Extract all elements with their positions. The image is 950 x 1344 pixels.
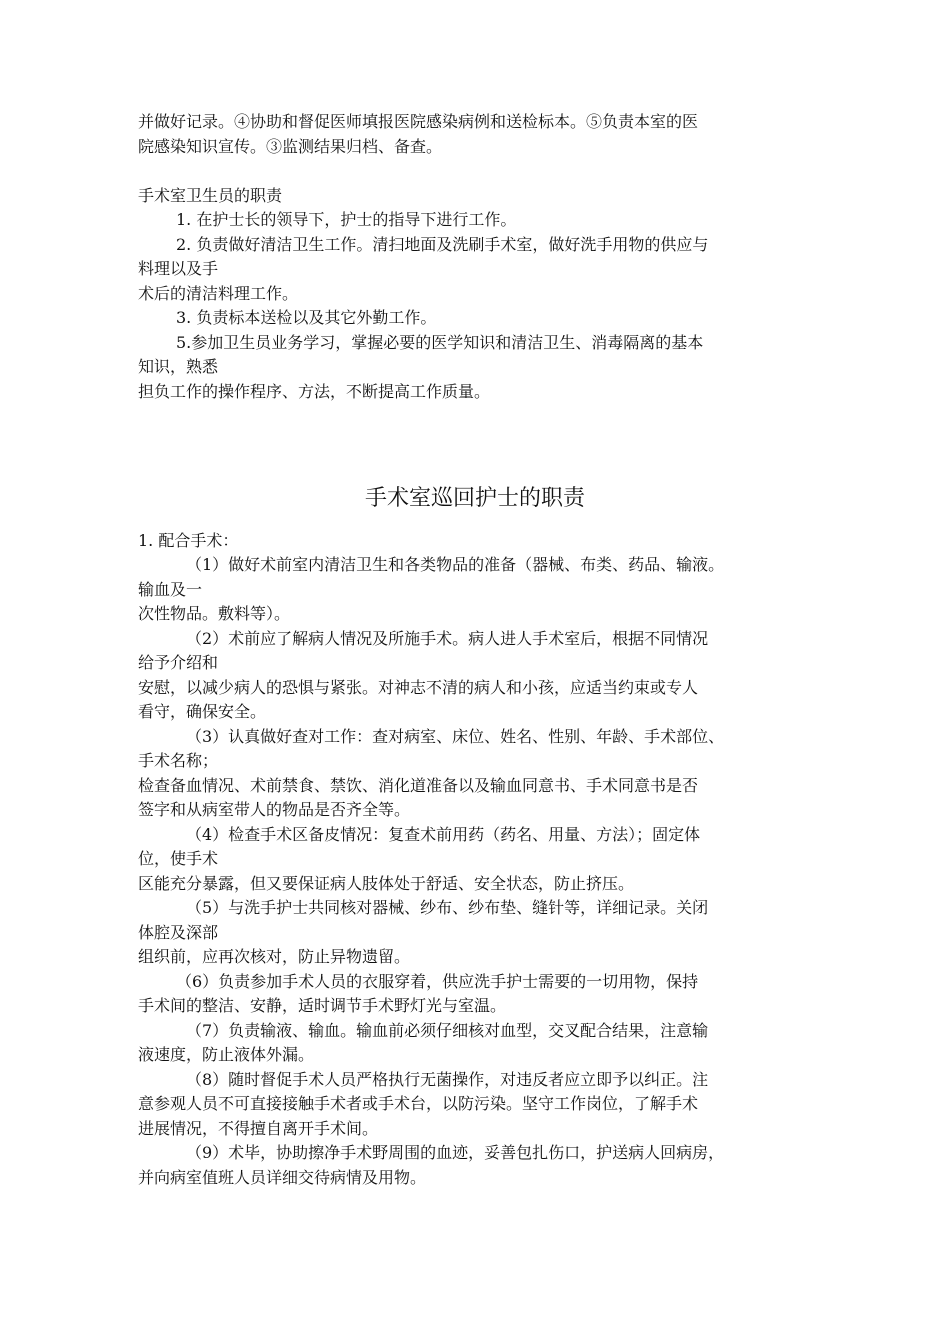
nurse-p1-line-1: （1）做好术前室内清洁卫生和各类物品的准备（器械、布类、药品、输液。 xyxy=(186,555,725,574)
cleaner-item-3: 3. 负责标本送检以及其它外勤工作。 xyxy=(176,308,437,327)
nurse-p3-line-2: 手术名称； xyxy=(138,751,219,770)
cleaner-item-5-line-2: 知识，熟悉 xyxy=(138,357,219,376)
nurse-p3-line-4: 签字和从病室带人的物品是否齐全等。 xyxy=(138,800,411,819)
nurse-p9-line-2: 并向病室值班人员详细交待病情及用物。 xyxy=(138,1168,427,1187)
nurse-p2-line-1: （2）术前应了解病人情况及所施手术。病人进人手术室后，根据不同情况 xyxy=(186,629,709,648)
nurse-p5-line-3: 组织前，应再次核对，防止异物遗留。 xyxy=(138,947,411,966)
nurse-p4-line-1: （4）检查手术区备皮情况：复查术前用药（药名、用量、方法）；固定体 xyxy=(186,825,701,844)
nurse-p7-line-1: （7）负责输液、输血。输血前必须仔细核对血型，交叉配合结果，注意输 xyxy=(186,1021,709,1040)
nurse-p9-line-1: （9）术毕，协助擦净手术野周围的血迹，妥善包扎伤口，护送病人回病房， xyxy=(186,1143,725,1162)
nurse-p7-line-2: 液速度，防止液体外漏。 xyxy=(138,1045,315,1064)
intro-line-1: 并做好记录。④协助和督促医师填报医院感染病例和送检标本。⑤负责本室的医 xyxy=(138,112,699,131)
cleaner-item-2-line-3: 术后的清洁料理工作。 xyxy=(138,284,299,303)
nurse-section-1: 1. 配合手术： xyxy=(138,531,239,550)
nurse-p5-line-1: （5）与洗手护士共同核对器械、纱布、纱布垫、缝针等，详细记录。关闭 xyxy=(186,898,709,917)
nurse-p2-line-2: 给予介绍和 xyxy=(138,653,219,672)
nurse-p2-line-3: 安慰，以减少病人的恐惧与紧张。对神志不清的病人和小孩，应适当约束或专人 xyxy=(138,678,699,697)
cleaner-heading: 手术室卫生员的职责 xyxy=(138,186,283,205)
intro-line-2: 院感染知识宣传。③监测结果归档、备查。 xyxy=(138,137,443,156)
nurse-p8-line-1: （8）随时督促手术人员严格执行无菌操作，对违反者应立即予以纠正。注 xyxy=(186,1070,709,1089)
nurse-p4-line-2: 位，使手术 xyxy=(138,849,219,868)
nurse-p8-line-2: 意参观人员不可直接接触手术者或手术台，以防污染。坚守工作岗位，了解手术 xyxy=(138,1094,699,1113)
nurse-p3-line-1: （3）认真做好查对工作：查对病室、床位、姓名、性别、年龄、手术部位、 xyxy=(186,727,725,746)
cleaner-item-5-line-3: 担负工作的操作程序、方法，不断提高工作质量。 xyxy=(138,382,491,401)
cleaner-item-5-line-1: 5.参加卫生员业务学习，掌握必要的医学知识和清洁卫生、消毒隔离的基本 xyxy=(176,333,704,352)
nurse-p4-line-3: 区能充分暴露，但又要保证病人肢体处于舒适、安全状态，防止挤压。 xyxy=(138,874,635,893)
cleaner-item-1: 1. 在护士长的领导下，护士的指导下进行工作。 xyxy=(176,210,517,229)
nurse-p8-line-3: 进展情况，不得擅自离开手术间。 xyxy=(138,1119,379,1138)
nurse-p1-line-2: 输血及一 xyxy=(138,580,203,599)
cleaner-item-2-line-2: 料理以及手 xyxy=(138,259,219,278)
nurse-p6-line-1: （6）负责参加手术人员的衣服穿着，供应洗手护士需要的一切用物，保持 xyxy=(176,972,699,991)
nurse-p6-line-2: 手术间的整洁、安静，适时调节手术野灯光与室温。 xyxy=(138,996,507,1015)
nurse-p2-line-4: 看守，确保安全。 xyxy=(138,702,267,721)
nurse-section-title: 手术室巡回护士的职责 xyxy=(364,486,585,511)
nurse-p3-line-3: 检查备血情况、术前禁食、禁饮、消化道准备以及输血同意书、手术同意书是否 xyxy=(138,776,699,795)
nurse-p1-line-3: 次性物品。敷料等）。 xyxy=(138,604,291,623)
cleaner-item-2-line-1: 2. 负责做好清洁卫生工作。清扫地面及洗刷手术室，做好洗手用物的供应与 xyxy=(176,235,709,254)
nurse-p5-line-2: 体腔及深部 xyxy=(138,923,219,942)
